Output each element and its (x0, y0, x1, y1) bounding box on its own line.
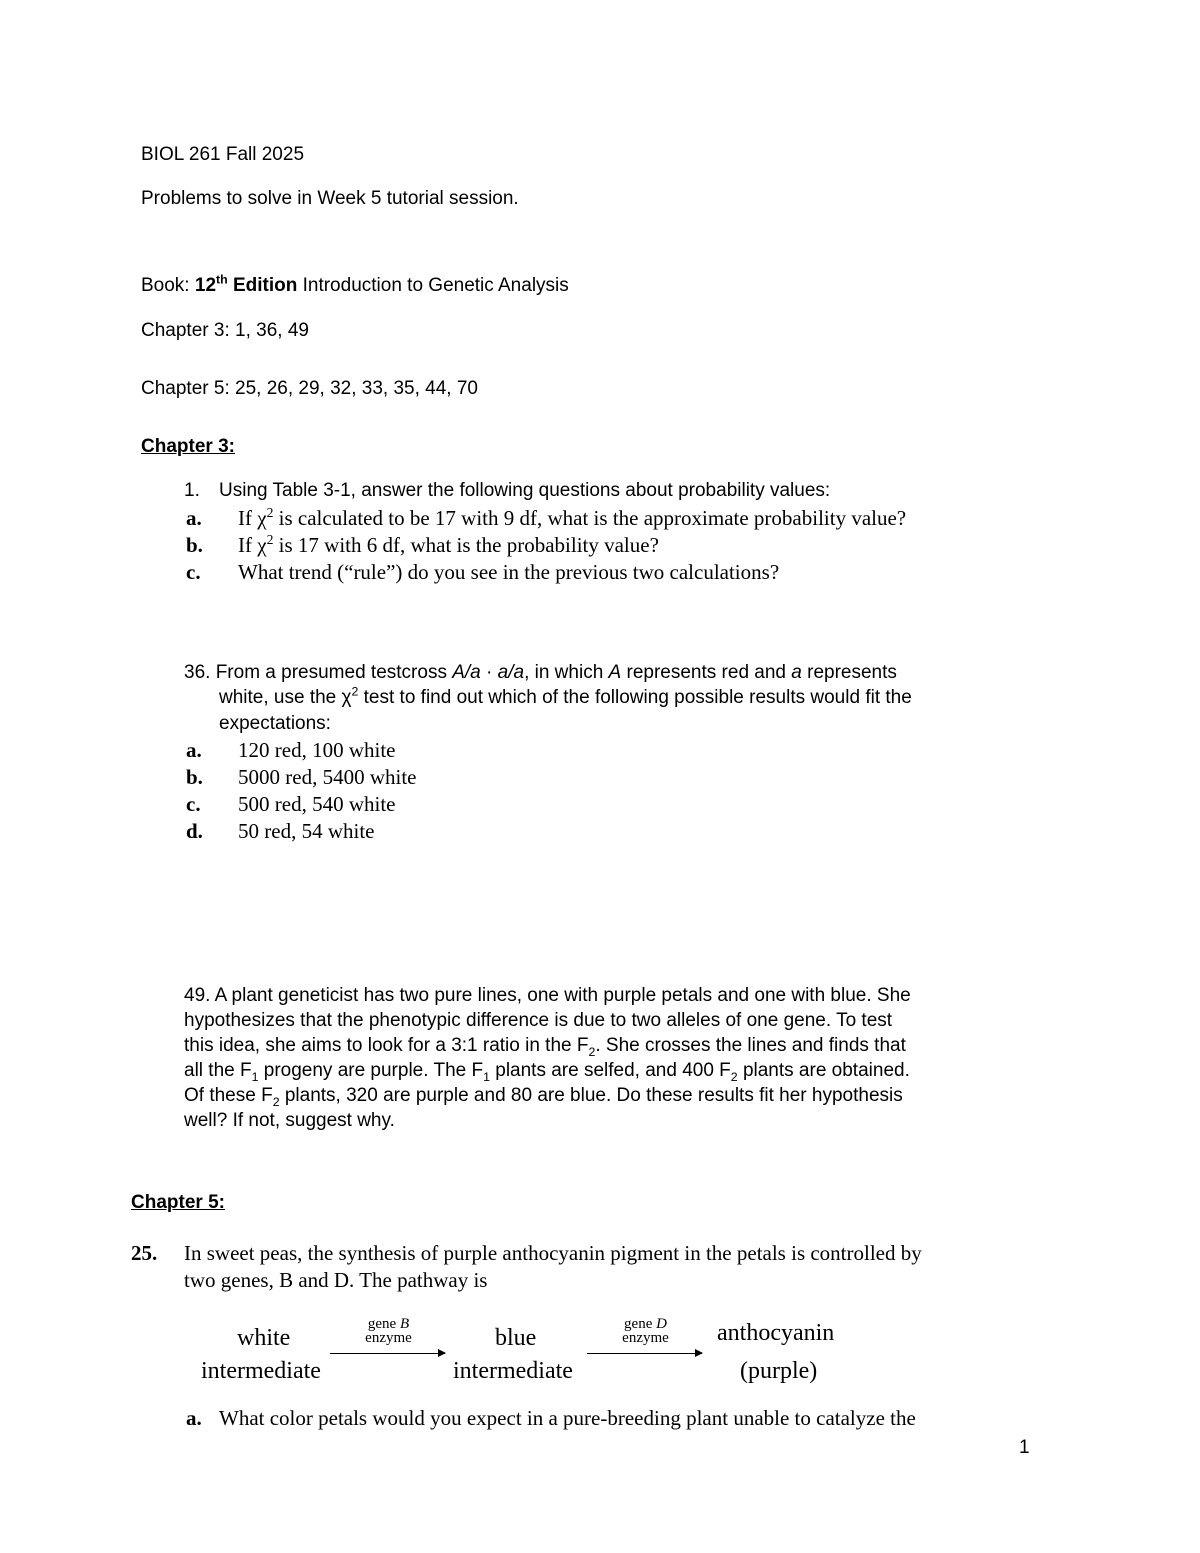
arrow2 (587, 1353, 702, 1354)
node-white: white (237, 1325, 291, 1351)
book-title: Introduction to Genetic Analysis (297, 275, 569, 296)
q1-part-a: If $\chi^2$ is calculated to be 17 with 9 df, what is the approximate probability value? (238, 505, 907, 530)
chapter5-list: Chapter 5: 25, 26, 29, 32, 33, 35, 44, 70 (141, 378, 478, 399)
q49-line5: Of these $F_2$ plants, 320 are purple and 80 are blue. Do these results fit her hypothesis (184, 1085, 903, 1109)
arrow1 (330, 1353, 445, 1354)
q25-line1: In sweet peas, the synthesis of purple anthocyanin pigment in the petals is controlled by (184, 1241, 922, 1265)
q36-line3: expectations: (219, 713, 331, 734)
q36-line2: white, use the $\chi^2$ test to find out which of the following possible results would fit the (219, 684, 912, 708)
chapter3-list: Chapter 3: 1, 36, 49 (141, 320, 309, 341)
book-prefix: Book: (141, 275, 195, 296)
q49-line4: all the $F_1$ progeny are purple. The $F_1$ plants are selfed, and 400 $F_2$ plants are obtained. (184, 1060, 910, 1084)
node-white-intermediate: intermediate (201, 1358, 321, 1384)
q36-option-c: 500 red, 540 white (238, 792, 396, 816)
node-blue-intermediate: intermediate (453, 1358, 573, 1384)
q36-option-d-label: d. (186, 819, 203, 843)
chapter5-heading: Chapter 5: (131, 1192, 225, 1213)
pathway-diagram (200, 1313, 860, 1393)
q36-option-d: 50 red, 54 white (238, 819, 375, 843)
q1-part-c-label: c. (186, 560, 201, 584)
q36-option-b: 5000 red, 5400 white (238, 765, 417, 789)
q49-line3: this idea, she aims to look for a 3:1 ratio in the $F_2$. She crosses the lines and finds that (184, 1035, 906, 1059)
node-blue: blue (495, 1325, 537, 1351)
subtitle: Problems to solve in Week 5 tutorial session. (141, 188, 519, 209)
q49-line1: 49. A plant geneticist has two pure lines, one with purple petals and one with blue. She (184, 985, 911, 1006)
book-line (141, 272, 569, 297)
q1-part-b: If $\chi^2$ is 17 with 6 df, what is the probability value? (238, 532, 659, 557)
q49-line2: hypothesizes that the phenotypic difference is due to two alleles of one gene. To test (184, 1010, 893, 1031)
q1-text: Using Table 3-1, answer the following questions about probability values: (219, 480, 831, 501)
q1-part-a-label: a. (186, 506, 202, 530)
q1-part-b-label: b. (186, 533, 203, 557)
q36-option-a: 120 red, 100 white (238, 738, 396, 762)
q25-number: 25. (131, 1241, 158, 1265)
q36-option-b-label: b. (186, 765, 203, 789)
page-number: 1 (1019, 1437, 1030, 1458)
q36-line1: 36. From a presumed testcross A/a · a/a, in which A represents red and a represents (184, 662, 897, 683)
arrow1-label: gene B enzyme (365, 1316, 412, 1346)
q25-part-a-label: a. (186, 1406, 202, 1430)
arrow2-label: gene D enzyme (622, 1316, 669, 1346)
q25-line2: two genes, B and D. The pathway is (184, 1268, 488, 1292)
q1-number: 1. (184, 480, 200, 501)
node-purple: (purple) (740, 1358, 818, 1384)
course-title: BIOL 261 Fall 2025 (141, 144, 305, 165)
q25-part-a: What color petals would you expect in a pure-breeding plant unable to catalyze the (219, 1406, 916, 1430)
q36-option-a-label: a. (186, 738, 202, 762)
q1-part-c: What trend (“rule”) do you see in the previous two calculations? (238, 560, 780, 584)
node-anthocyanin: anthocyanin (717, 1320, 835, 1346)
chapter3-heading: Chapter 3: (141, 436, 235, 457)
book-edition: 12th Edition (194, 272, 298, 296)
q36-option-c-label: c. (186, 792, 201, 816)
q49-line6: well? If not, suggest why. (184, 1110, 395, 1131)
